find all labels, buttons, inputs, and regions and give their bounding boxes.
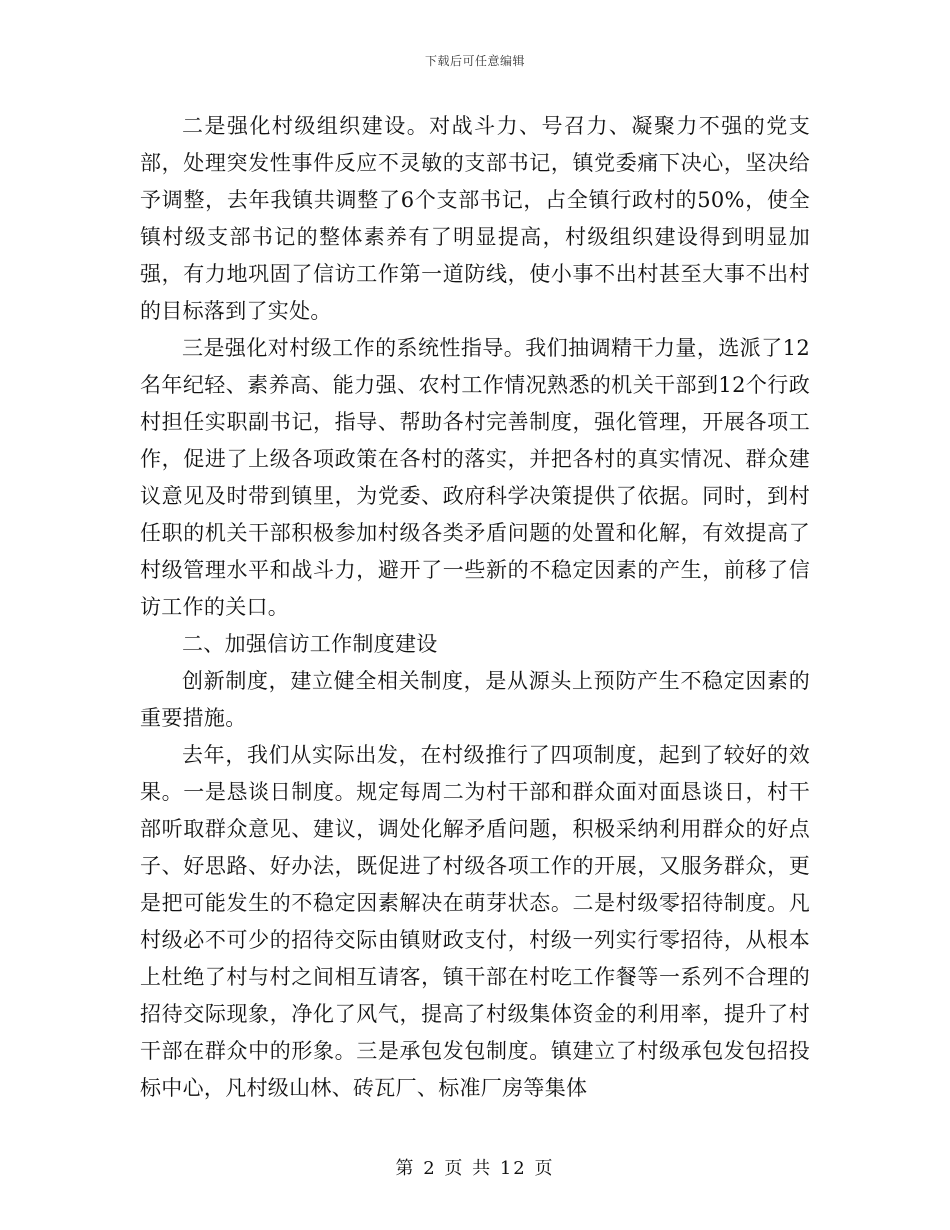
page-header: 下载后可任意编辑 (424, 54, 525, 68)
paragraph-system-innovation: 创新制度，建立健全相关制度，是从源头上预防产生不稳定因素的重要措施。 (140, 669, 810, 730)
document-body (140, 108, 810, 1107)
paragraph-village-organization: 二是强化村级组织建设。对战斗力、号召力、凝聚力不强的党支部，处理突发性事件反应不灵敏的支部书记，镇党委痛下决心，坚决给予调整，去年我镇共调整了6个支部书记，占全镇行政村的50%，使全镇村级支部书记的整体素养有了明显提高，村级组织建设得到明显加强，有力地巩固了信访工作第一道防线，使小事不出村甚至大事不出村的目标落到了实处。 (140, 114, 810, 323)
section-heading-petition-system: 二、加强信访工作制度建设 (182, 632, 438, 656)
page-number-footer: 第 2 页 共 12 页 (395, 1158, 555, 1179)
paragraph-four-systems: 去年，我们从实际出发，在村级推行了四项制度，起到了较好的效果。一是恳谈日制度。规定每周二为村干部和群众面对面恳谈日，村干部听取群众意见、建议，调处化解矛盾问题，积极采纳利用群众的好点子、好思路、好办法，既促进了村级各项工作的开展，又服务群众，更是把可能发生的不稳定因素解决在萌芽状态。二是村级零招待制度。凡村级必不可少的招待交际由镇财政支付，村级一列实行零招待，从根本上杜绝了村与村之间相互请客，镇干部在村吃工作餐等一系列不合理的招待交际现象，净化了风气，提高了村级集体资金的利用率，提升了村干部在群众中的形象。三是承包发包制度。镇建立了村级承包发包招投标中心，凡村级山林、砖瓦厂、标准厂房等集体 (140, 743, 810, 1100)
paragraph-systematic-guidance: 三是强化对村级工作的系统性指导。我们抽调精干力量，选派了12名年纪轻、素养高、能力强、农村工作情况熟悉的机关干部到12个行政村担任实职副书记，指导、帮助各村完善制度，强化管理，开展各项工作，促进了上级各项政策在各村的落实，并把各村的真实情况、群众建议意见及时带到镇里，为党委、政府科学决策提供了依据。同时，到村任职的机关干部积极参加村级各类矛盾问题的处置和化解，有效提高了村级管理水平和战斗力，避开了一些新的不稳定因素的产生，前移了信访工作的关口。 (140, 336, 810, 619)
